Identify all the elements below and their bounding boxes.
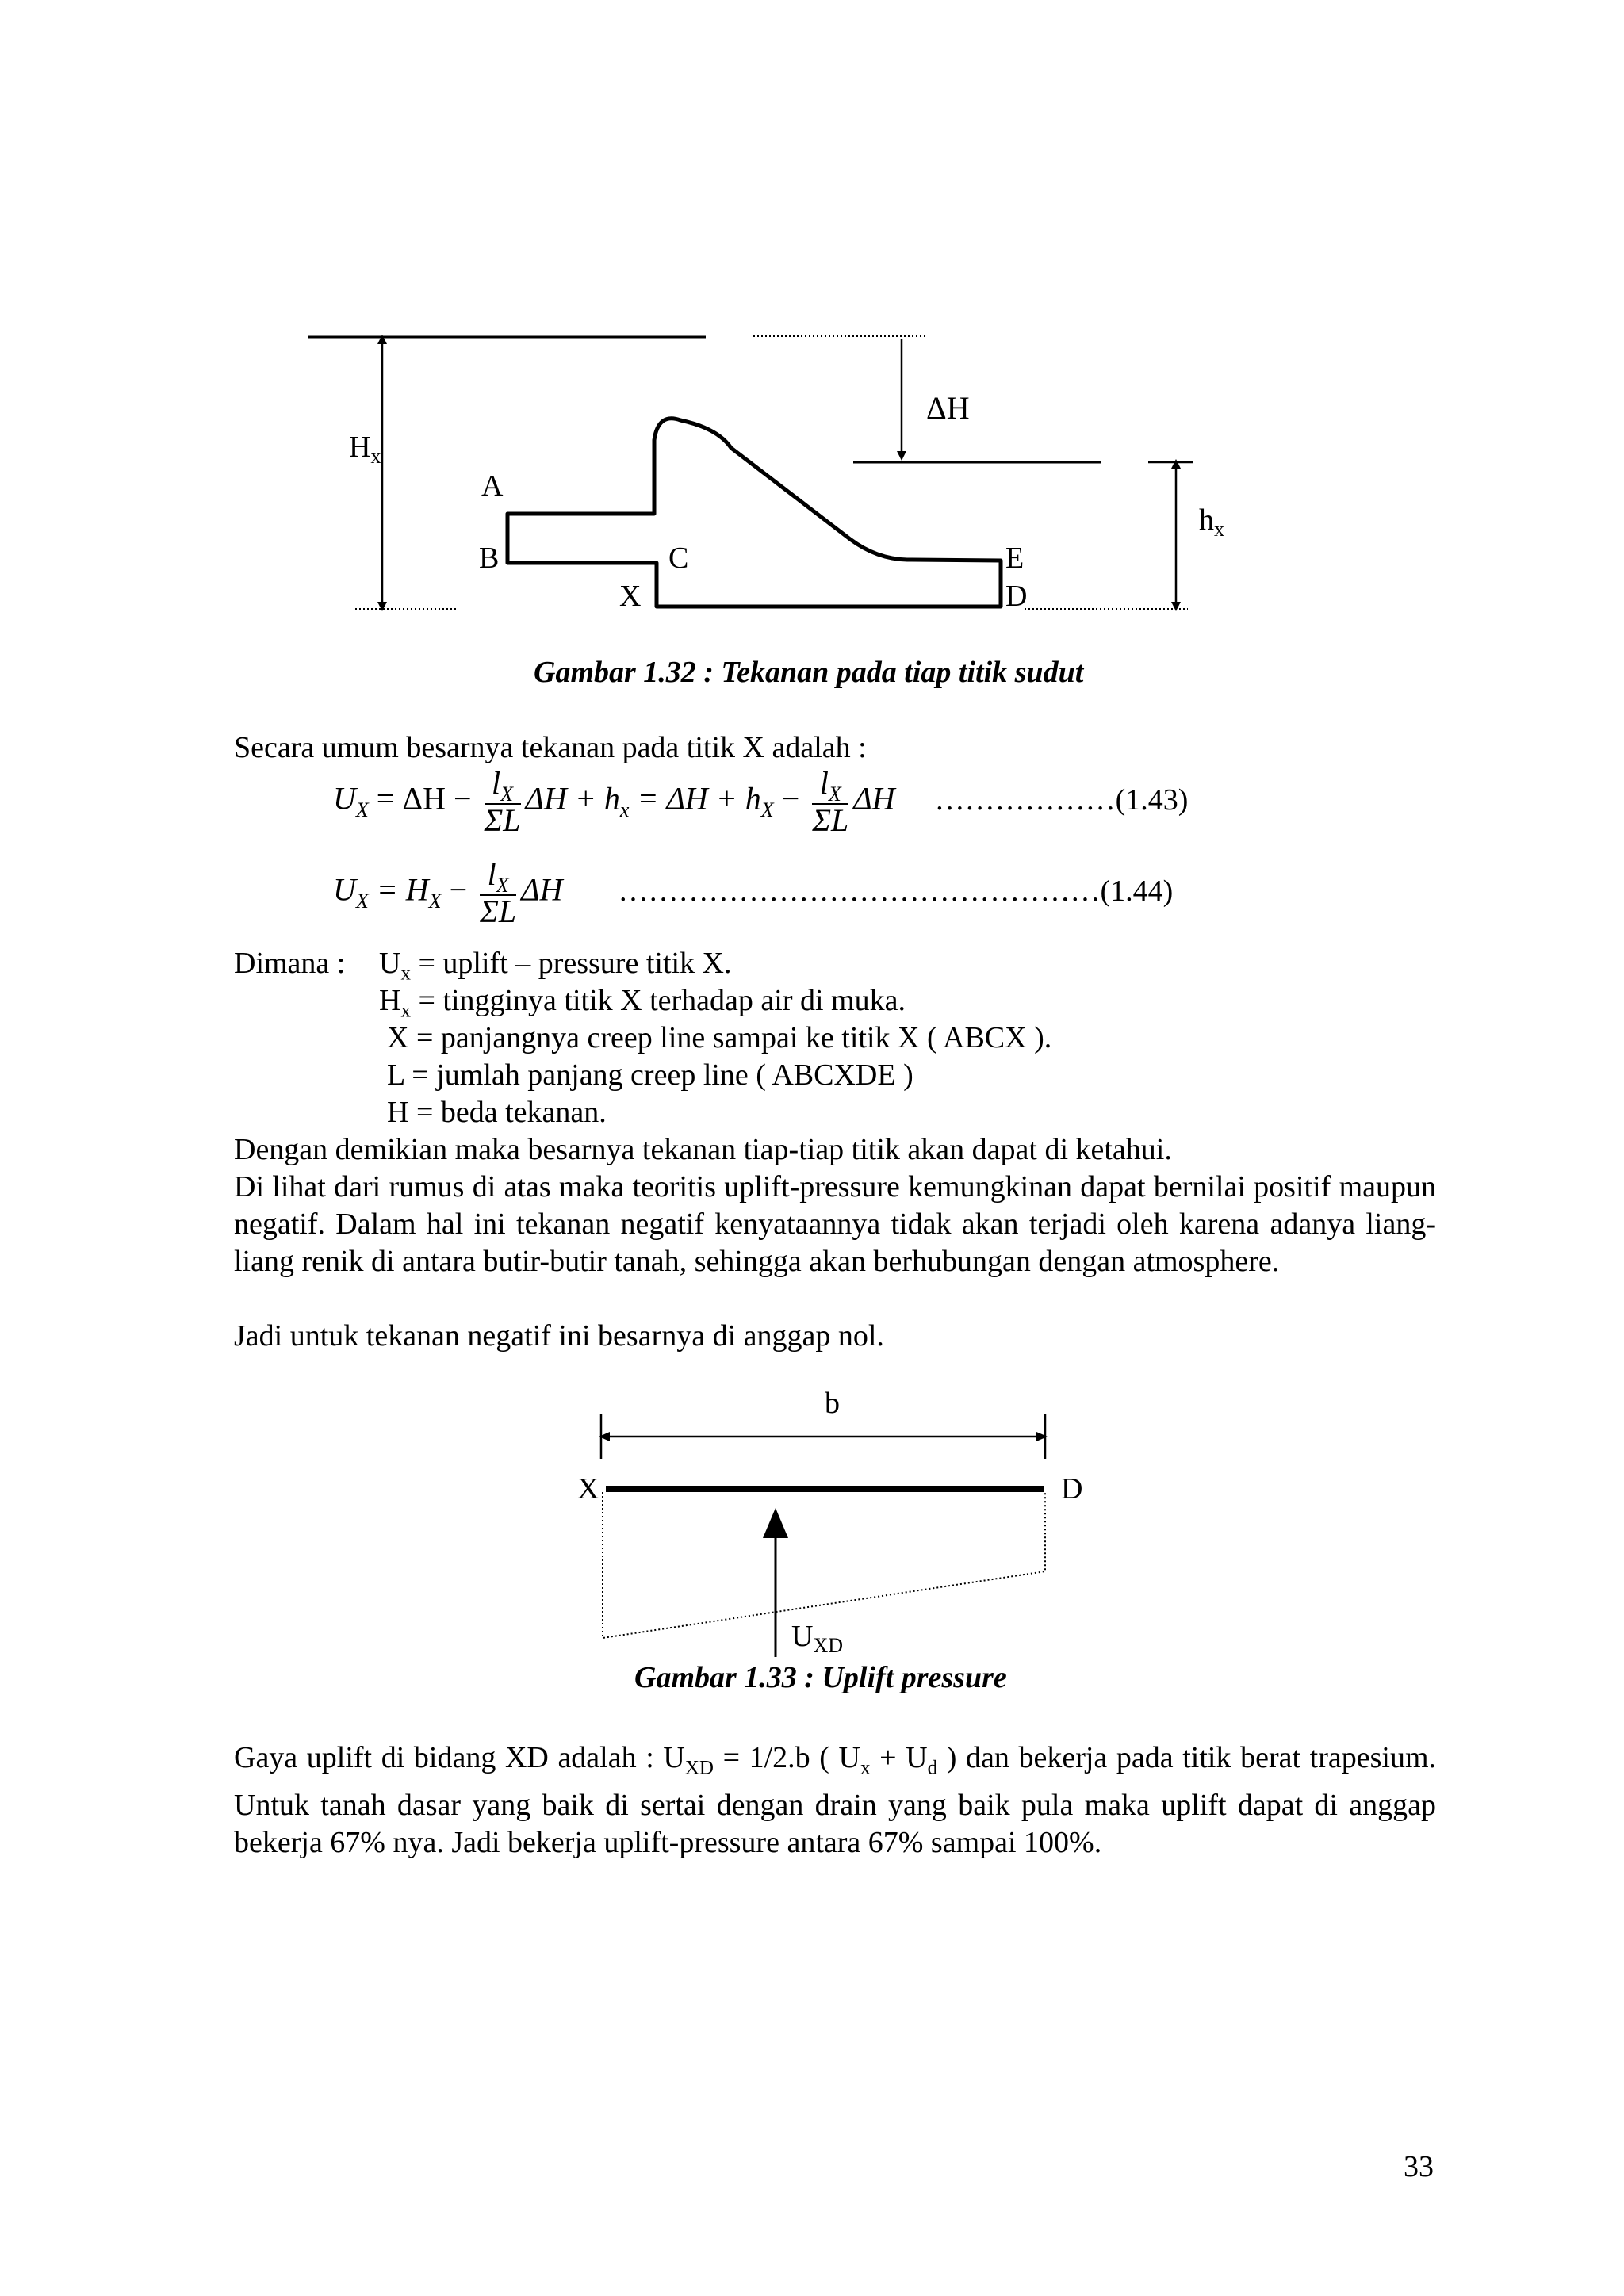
figure-1-32 (0, 0, 1624, 634)
intro-text: Secara umum besarnya tekanan pada titik X adalah : (234, 731, 867, 764)
paragraph-1: Dengan demikian maka besarnya tekanan tiap-tiap titik akan dapat di ketahui. (234, 1133, 1172, 1166)
label-hx: $H_x$ (349, 430, 381, 468)
equation-1-43: $U_X = \Delta H$ − $\frac{l_X}{\Sigma L}$ $\Delta H + h_x = \Delta H + h_X$ − $\frac{l_X}{\Sigma L}$ ΔH ………………(1.43) (333, 765, 1189, 838)
paragraph-2: Di lihat dari rumus di atas maka teoritis uplift-pressure kemungkinan dapat bernilai positif maupun negatif. Dalam hal ini tekanan negatif kenyataannya tidak akan terjadi oleh karena adanya liang-liang renik di antara butir-butir tanah, sehingga akan berhubungan dengan atmosphere. (234, 1170, 1436, 1278)
label-delta-h: ΔH (926, 390, 970, 426)
page-number: 33 (1404, 2150, 1434, 2183)
label-d: D (1061, 1472, 1083, 1506)
label-e: E (1005, 541, 1025, 575)
label-a: A (481, 469, 504, 503)
paragraph-3: Jadi untuk tekanan negatif ini besarnya di anggap nol. (234, 1319, 884, 1353)
weir-outline (508, 419, 1001, 607)
definition-hx: $H_x$ = tingginya titik X terhadap air di muka. (379, 984, 906, 1022)
definition-x: X = panjangnya creep line sampai ke titik X ( ABCX ). (387, 1021, 1052, 1054)
uplift-arrow-icon (763, 1508, 788, 1538)
figure-caption-1-33: Gambar 1.33 : Uplift pressure (634, 1661, 1007, 1694)
label-d: D (1005, 580, 1028, 613)
definition-ux: $U_x$ = uplift – pressure titik X. (379, 947, 732, 985)
label-x: X (577, 1472, 599, 1506)
definitions-prefix: Dimana : (234, 947, 346, 980)
label-hx-right: $h_x$ (1199, 503, 1224, 541)
figure-1-33 (0, 1380, 1624, 1681)
label-x: X (619, 580, 642, 613)
label-b: B (479, 541, 500, 575)
label-uxd: $U_{XD}$ (791, 1620, 844, 1657)
definition-h: H = beda tekanan. (387, 1096, 607, 1129)
paragraph-4: Gaya uplift di bidang XD adalah : $U_{XD} = 1/2.b$ ( $U_x + U_d$ ) dan bekerja pada titik berat trapesium. Untuk tanah dasar yang baik di sertai dengan drain yang baik pula maka uplift dapat di anggap bekerja 67% nya. Jadi bekerja uplift-pressure antara 67% sampai 100%. (234, 1741, 1436, 1859)
label-c: C (668, 541, 689, 575)
equation-1-44: $U_X = H_X$ − $\frac{l_X}{\Sigma L}$ ΔH …………………………………………(1.44) (333, 856, 1174, 929)
figure-caption-1-32: Gambar 1.32 : Tekanan pada tiap titik sudut (534, 656, 1084, 689)
definition-l: L = jumlah panjang creep line ( ABCXDE ) (387, 1058, 914, 1092)
uplift-trapezoid (603, 1492, 1045, 1638)
label-b: b (825, 1387, 840, 1420)
